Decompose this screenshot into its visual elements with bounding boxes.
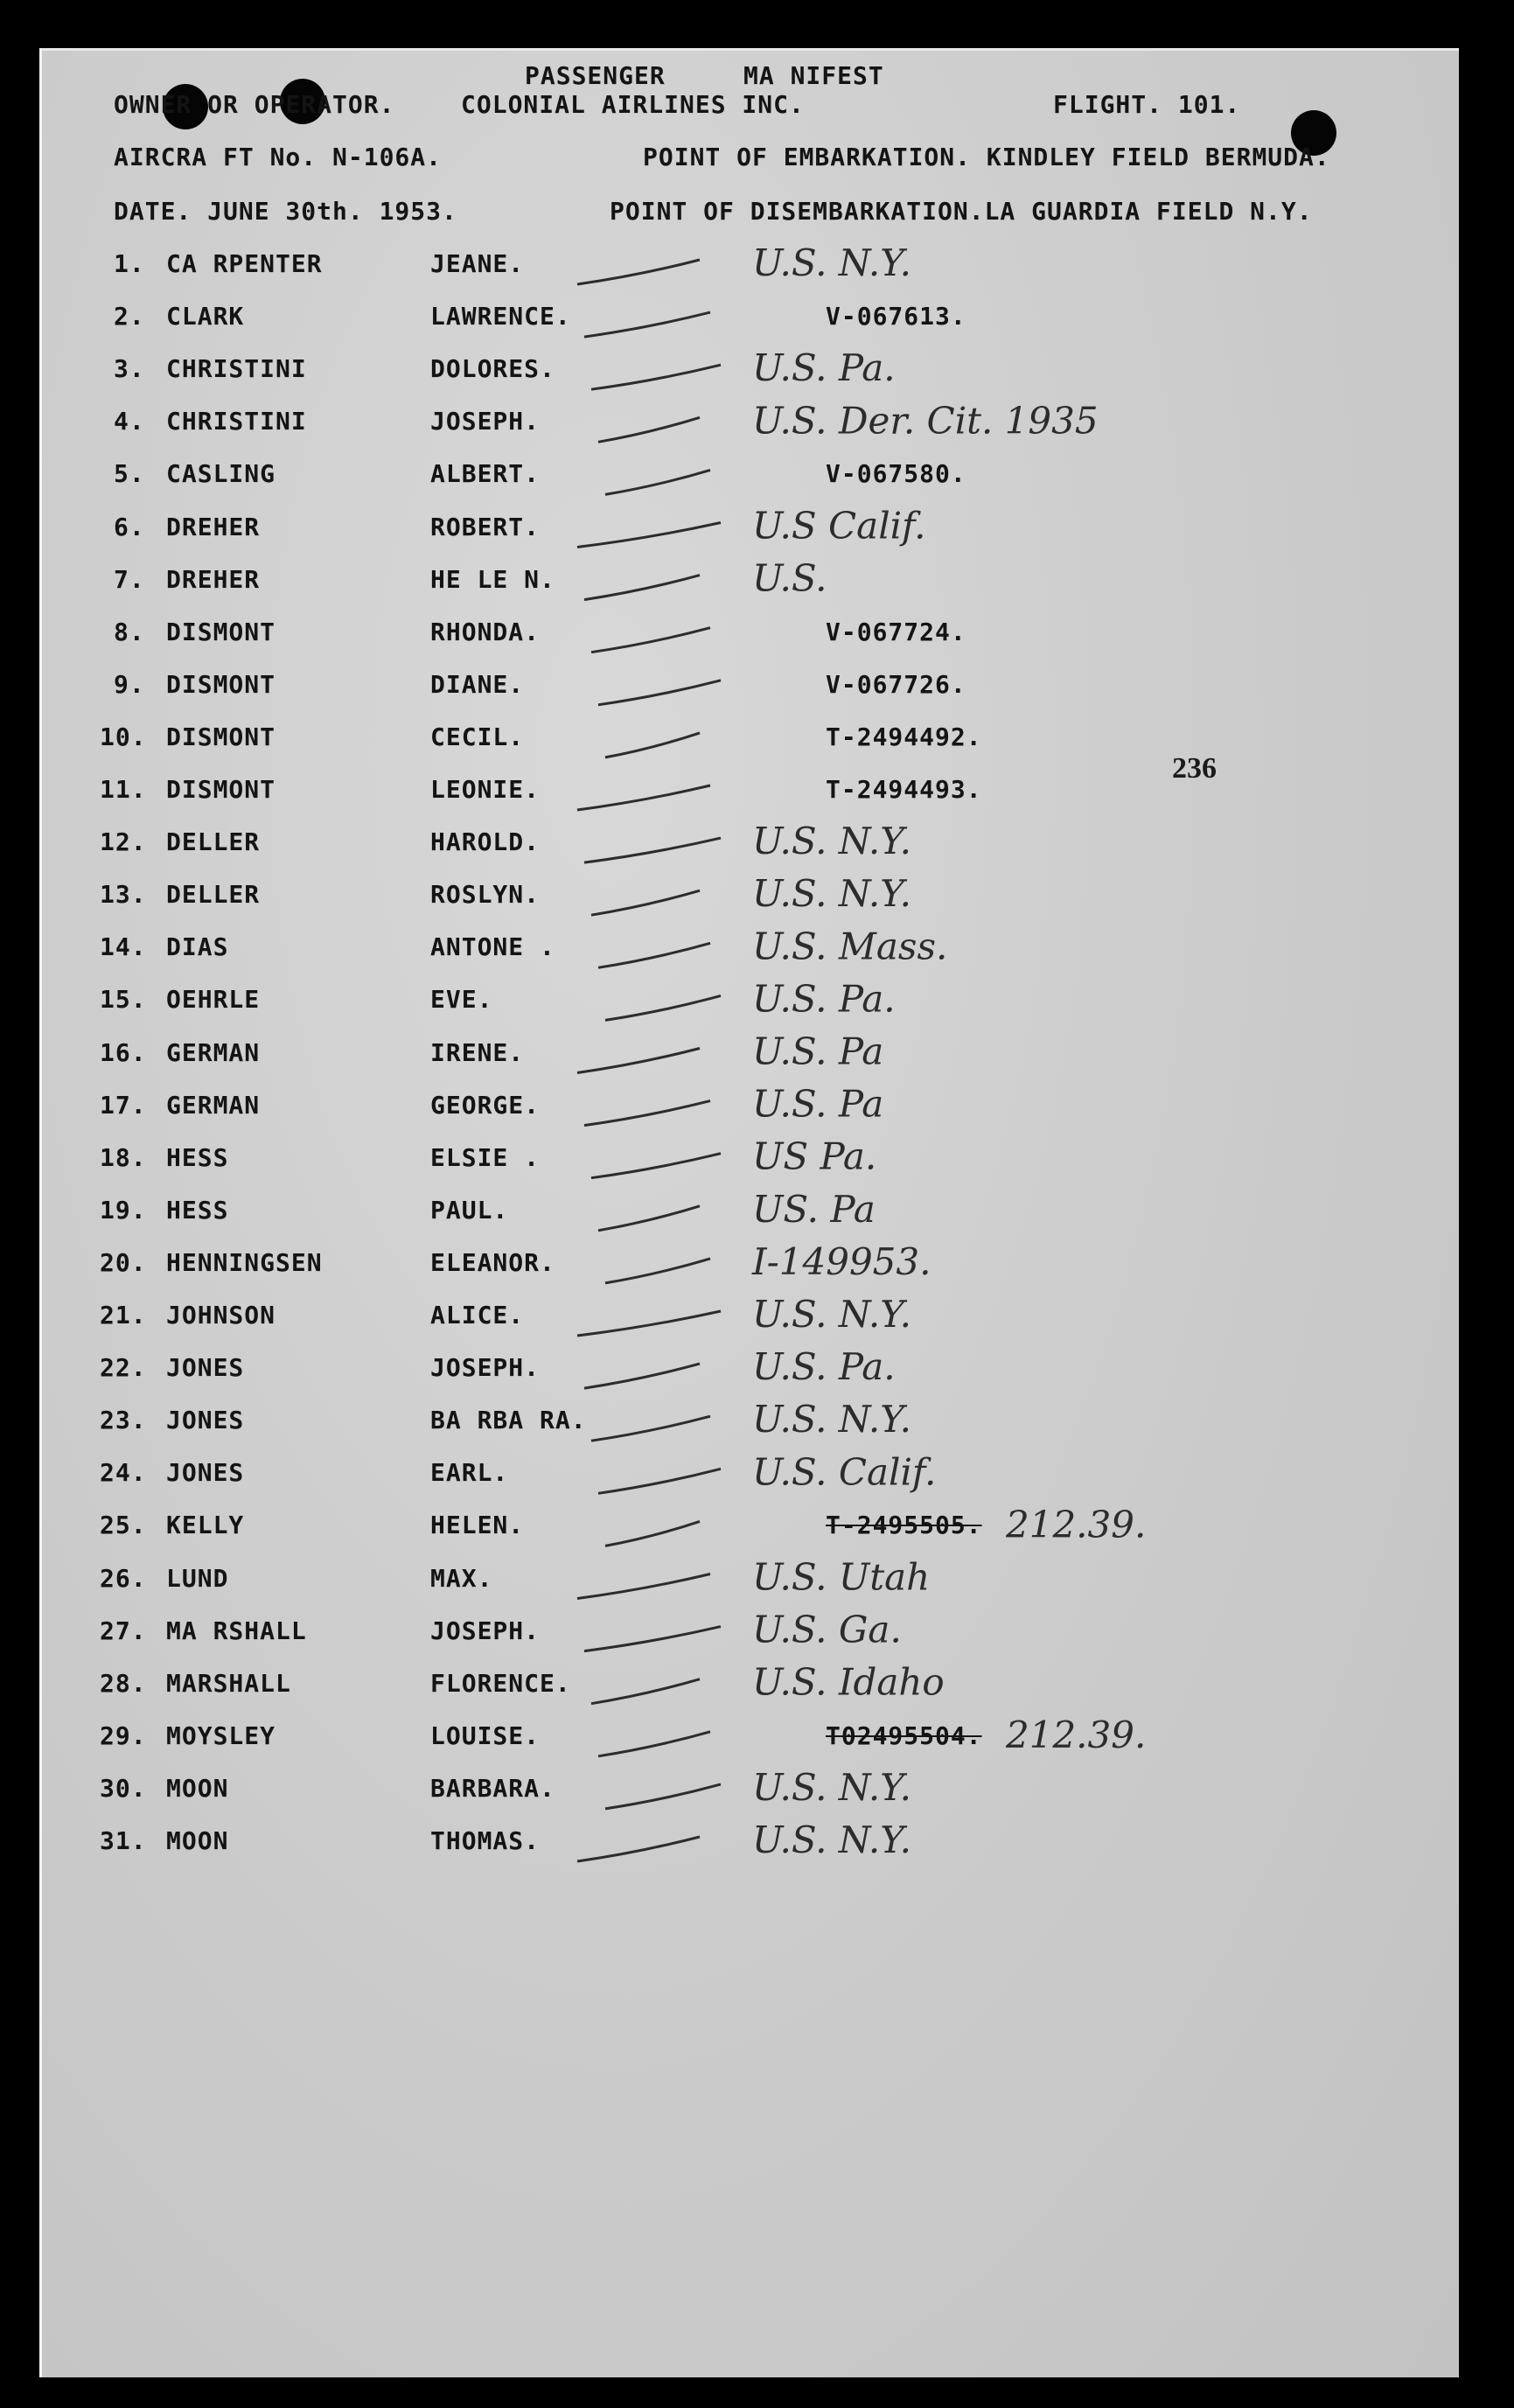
passenger-row	[0, 249, 1514, 284]
first-name: THOMAS.	[430, 1826, 541, 1855]
first-name: ELEANOR.	[430, 1247, 555, 1277]
first-name: DIANE.	[430, 669, 525, 699]
first-name: LEONIE.	[430, 775, 541, 804]
row-number: 10.	[100, 722, 147, 751]
row-number: 26.	[100, 1563, 147, 1593]
document-number: V-067726.	[826, 669, 966, 699]
document-number: V-067724.	[826, 617, 966, 646]
last-name: HESS	[166, 1142, 229, 1172]
last-name: GERMAN	[166, 1090, 261, 1120]
last-name: CLARK	[166, 302, 245, 332]
passenger-row	[0, 1774, 1514, 1809]
passenger-row	[0, 618, 1514, 653]
passenger-row	[0, 1721, 1514, 1756]
passenger-row	[0, 1091, 1514, 1126]
last-name: MOYSLEY	[166, 1720, 276, 1750]
passenger-row	[0, 1301, 1514, 1336]
handwritten-note: I-149953.	[752, 1239, 931, 1283]
row-number: 9.	[114, 669, 145, 699]
row-number: 27.	[100, 1616, 147, 1645]
first-name: GEORGE.	[430, 1090, 541, 1120]
passenger-row	[0, 459, 1514, 494]
row-number: 7.	[114, 564, 145, 594]
last-name: MOON	[166, 1826, 229, 1855]
passenger-row	[0, 513, 1514, 548]
first-name: EVE.	[430, 985, 493, 1015]
row-number: 31.	[100, 1826, 147, 1855]
document-number: T-2495505.	[826, 1511, 982, 1540]
last-name: JONES	[166, 1353, 245, 1383]
first-name: ELSIE .	[430, 1142, 541, 1172]
handwritten-note: U.S. N.Y.	[752, 820, 911, 863]
row-number: 16.	[100, 1037, 147, 1067]
handwritten-note: U.S. N.Y.	[752, 1398, 911, 1441]
handwritten-note: 212.39.	[1006, 1503, 1147, 1546]
manifest-title: PASSENGER MA NIFEST	[525, 61, 884, 90]
row-number: 18.	[100, 1142, 147, 1172]
last-name: DISMONT	[166, 669, 276, 699]
owner-value: COLONIAL AIRLINES INC.	[461, 90, 805, 119]
last-name: JONES	[166, 1406, 245, 1435]
first-name: ALICE.	[430, 1301, 525, 1330]
row-number: 22.	[100, 1353, 147, 1383]
handwritten-note: U.S. N.Y.	[752, 872, 911, 916]
passenger-row	[0, 1248, 1514, 1283]
row-number: 1.	[114, 249, 145, 278]
last-name: MOON	[166, 1773, 229, 1803]
row-number: 8.	[114, 617, 145, 646]
row-number: 14.	[100, 932, 147, 962]
handwritten-note: U.S. Calif.	[752, 1450, 937, 1494]
first-name: PAUL.	[430, 1195, 509, 1225]
first-name: ROSLYN.	[430, 880, 541, 910]
first-name: MAX.	[430, 1563, 493, 1593]
last-name: DELLER	[166, 880, 261, 910]
first-name: EARL.	[430, 1458, 509, 1488]
passenger-row	[0, 1511, 1514, 1546]
passenger-row	[0, 1196, 1514, 1231]
handwritten-note: U.S. Pa.	[752, 977, 896, 1021]
document-number: T-2494492.	[826, 722, 982, 751]
handwritten-note: U.S. Ga.	[752, 1608, 902, 1651]
first-name: LOUISE.	[430, 1720, 541, 1750]
first-name: BA RBA RA.	[430, 1406, 587, 1435]
passenger-row	[0, 1458, 1514, 1493]
last-name: MARSHALL	[166, 1668, 291, 1698]
passenger-row	[0, 670, 1514, 705]
row-number: 30.	[100, 1773, 147, 1803]
first-name: HAROLD.	[430, 827, 541, 857]
passenger-row	[0, 1038, 1514, 1073]
first-name: JOSEPH.	[430, 1616, 541, 1645]
last-name: CA RPENTER	[166, 249, 323, 278]
row-number: 29.	[100, 1720, 147, 1750]
passenger-row	[0, 827, 1514, 862]
document-number: T02495504.	[826, 1720, 982, 1750]
last-name: CHRISTINI	[166, 354, 307, 384]
passenger-row	[0, 1826, 1514, 1861]
passenger-row	[0, 880, 1514, 915]
first-name: JOSEPH.	[430, 407, 541, 436]
handwritten-note: U.S. N.Y.	[752, 1818, 911, 1861]
first-name: DOLORES.	[430, 354, 555, 384]
row-number: 5.	[114, 459, 145, 489]
first-name: JEANE.	[430, 249, 525, 278]
last-name: DIAS	[166, 932, 229, 962]
passenger-row	[0, 407, 1514, 442]
row-number: 11.	[100, 775, 147, 804]
last-name: HESS	[166, 1195, 229, 1225]
passenger-row	[0, 932, 1514, 967]
row-number: 19.	[100, 1195, 147, 1225]
last-name: OEHRLE	[166, 985, 261, 1015]
last-name: GERMAN	[166, 1037, 261, 1067]
handwritten-note: US. Pa	[752, 1187, 876, 1231]
last-name: CHRISTINI	[166, 407, 307, 436]
row-number: 6.	[114, 512, 145, 541]
last-name: DREHER	[166, 512, 261, 541]
document-number: V-067580.	[826, 459, 966, 489]
first-name: ANTONE .	[430, 932, 555, 962]
row-number: 4.	[114, 407, 145, 436]
last-name: DELLER	[166, 827, 261, 857]
flight-number: FLIGHT. 101.	[1053, 90, 1241, 119]
row-number: 25.	[100, 1511, 147, 1540]
handwritten-note: U.S Calif.	[752, 504, 926, 548]
first-name: HE LE N.	[430, 564, 555, 594]
last-name: DREHER	[166, 564, 261, 594]
handwritten-note: U.S. N.Y.	[752, 241, 911, 284]
handwritten-note: U.S. Der. Cit. 1935	[752, 399, 1099, 443]
disembarkation-point: POINT OF DISEMBARKATION.LA GUARDIA FIELD N.Y.	[610, 197, 1313, 226]
passenger-row	[0, 1353, 1514, 1388]
handwritten-note: U.S. Mass.	[752, 925, 948, 968]
passenger-row	[0, 1616, 1514, 1651]
row-number: 20.	[100, 1247, 147, 1277]
row-number: 15.	[100, 985, 147, 1015]
first-name: ROBERT.	[430, 512, 541, 541]
first-name: IRENE.	[430, 1037, 525, 1067]
row-number: 13.	[100, 880, 147, 910]
first-name: FLORENCE.	[430, 1668, 571, 1698]
last-name: DISMONT	[166, 722, 276, 751]
row-number: 28.	[100, 1668, 147, 1698]
first-name: BARBARA.	[430, 1773, 555, 1803]
document-number: T-2494493.	[826, 775, 982, 804]
last-name: JOHNSON	[166, 1301, 276, 1330]
handwritten-note: U.S. Pa	[752, 1030, 884, 1073]
last-name: CASLING	[166, 459, 276, 489]
last-name: LUND	[166, 1563, 229, 1593]
row-number: 12.	[100, 827, 147, 857]
handwritten-note: U.S. Idaho	[752, 1660, 945, 1704]
row-number: 3.	[114, 354, 145, 384]
passenger-row	[0, 354, 1514, 389]
row-number: 23.	[100, 1406, 147, 1435]
handwritten-note: U.S. N.Y.	[752, 1293, 911, 1336]
row-number: 2.	[114, 302, 145, 332]
handwritten-note: U.S. Utah	[752, 1555, 931, 1599]
manifest-date: DATE. JUNE 30th. 1953.	[114, 197, 457, 226]
embarkation-point: POINT OF EMBARKATION. KINDLEY FIELD BERMUDA.	[643, 143, 1330, 171]
first-name: CECIL.	[430, 722, 525, 751]
owner-label: OWNER OR OPERATOR.	[114, 90, 395, 119]
passenger-row	[0, 1406, 1514, 1441]
row-number: 24.	[100, 1458, 147, 1488]
passenger-row	[0, 302, 1514, 337]
first-name: HELEN.	[430, 1511, 525, 1540]
row-number: 17.	[100, 1090, 147, 1120]
aircraft-number: AIRCRA FT No. N-106A.	[114, 143, 443, 171]
first-name: RHONDA.	[430, 617, 541, 646]
last-name: DISMONT	[166, 617, 276, 646]
passenger-row	[0, 1143, 1514, 1178]
passenger-row	[0, 1564, 1514, 1599]
passenger-row	[0, 775, 1514, 810]
passenger-row	[0, 722, 1514, 757]
handwritten-note: 212.39.	[1006, 1713, 1147, 1756]
document-number: V-067613.	[826, 302, 966, 332]
passenger-row	[0, 1669, 1514, 1704]
handwritten-note: U.S. Pa.	[752, 346, 896, 390]
handwritten-note: U.S. N.Y.	[752, 1765, 911, 1809]
first-name: ALBERT.	[430, 459, 541, 489]
passenger-row	[0, 985, 1514, 1020]
last-name: JONES	[166, 1458, 245, 1488]
last-name: KELLY	[166, 1511, 245, 1540]
handwritten-note: US Pa.	[752, 1134, 877, 1178]
handwritten-note: U.S. Pa	[752, 1082, 884, 1126]
last-name: MA RSHALL	[166, 1616, 307, 1645]
page-number: 236	[1172, 752, 1217, 785]
first-name: JOSEPH.	[430, 1353, 541, 1383]
handwritten-note: U.S.	[752, 556, 827, 600]
passenger-row	[0, 565, 1514, 600]
last-name: HENNINGSEN	[166, 1247, 323, 1277]
last-name: DISMONT	[166, 775, 276, 804]
handwritten-note: U.S. Pa.	[752, 1345, 896, 1389]
first-name: LAWRENCE.	[430, 302, 571, 332]
row-number: 21.	[100, 1301, 147, 1330]
